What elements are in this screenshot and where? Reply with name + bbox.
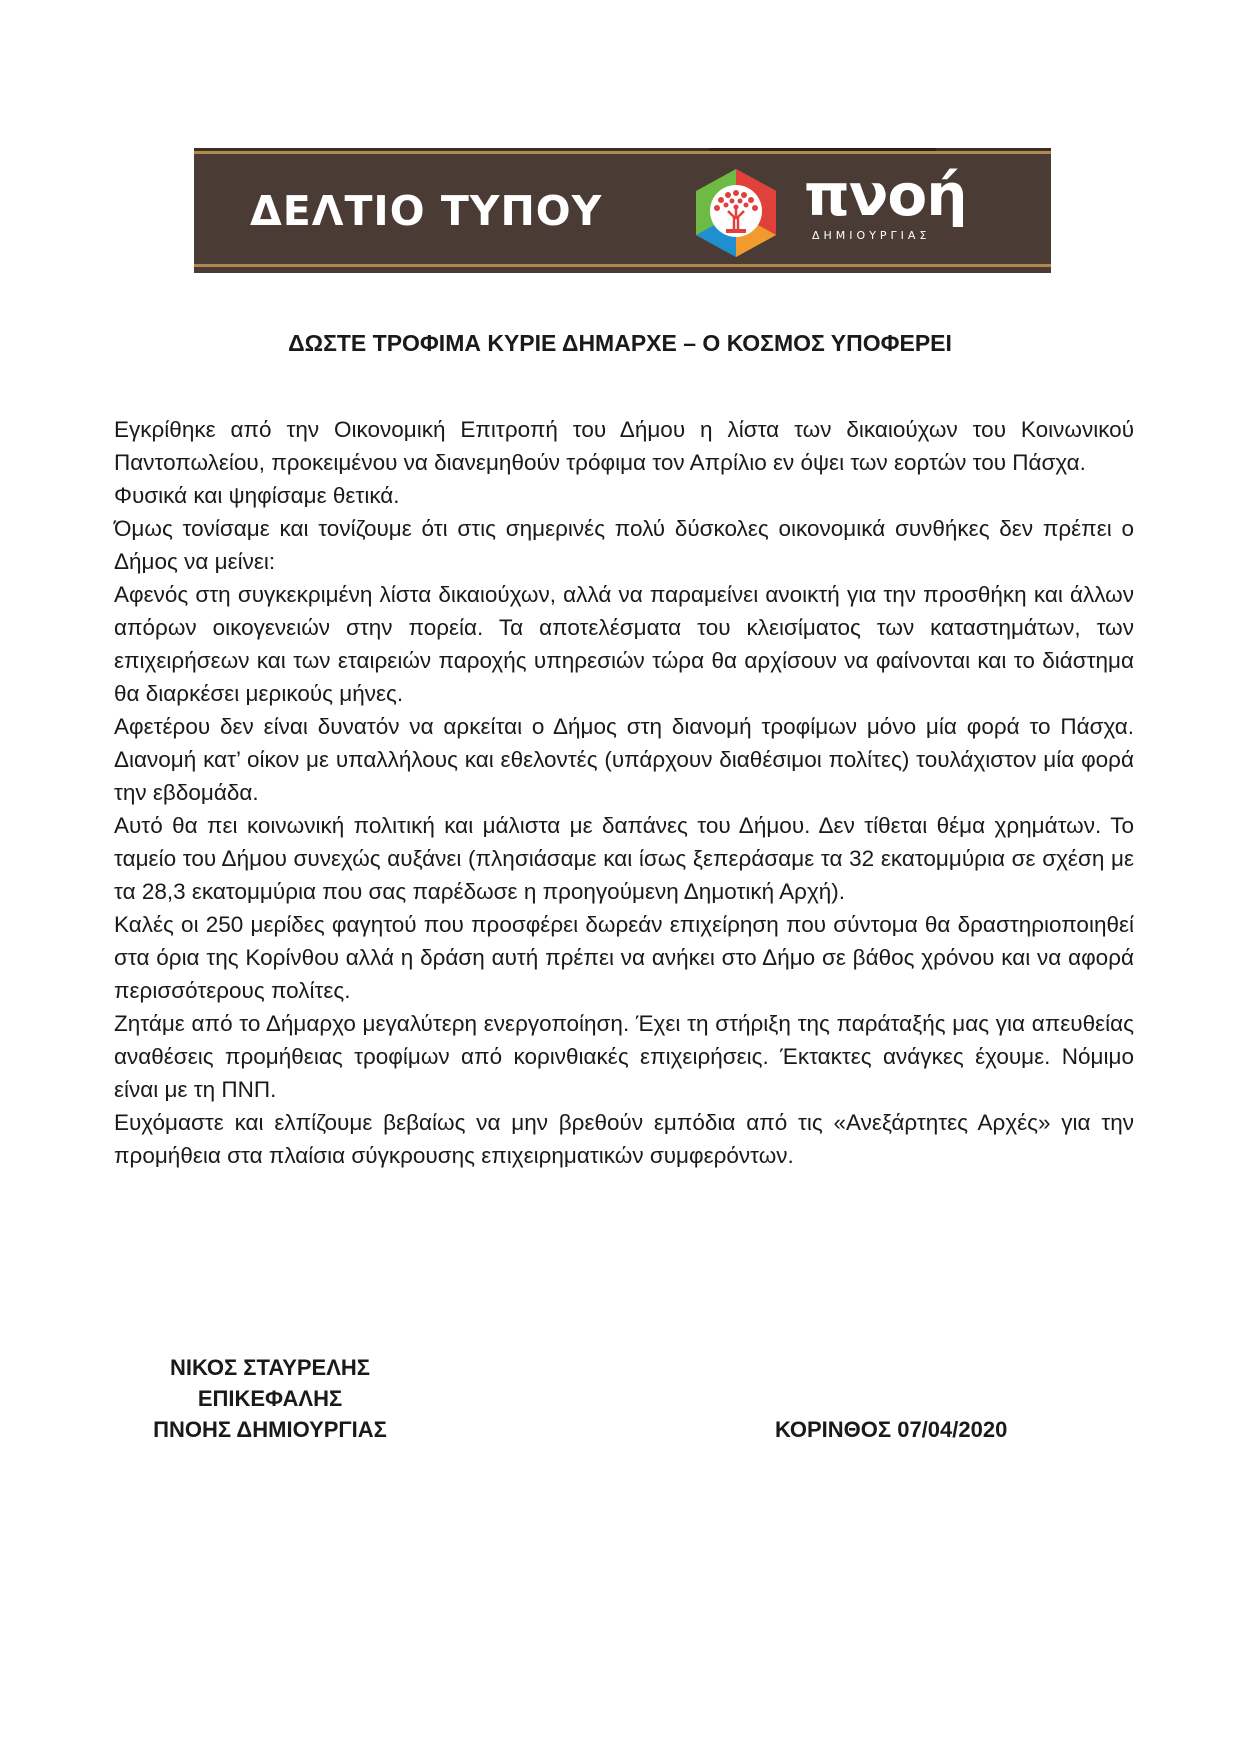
paragraph: Αυτό θα πει κοινωνική πολιτική και μάλιστα με δαπάνες του Δήμου. Δεν τίθεται θέμα χρημάτων. Το ταμείο του Δήμου συνεχώς αυξάνει (πλησιάσαμε και ίσως ξεπεράσαμε τα 32 εκατομμύρια σε σχέση με τα 28,3 εκατομμύρια που σας παρέδωσε η προηγούμενη Δημοτική Αρχή). <box>114 813 1134 904</box>
signatory-organization: ΠΝΟΗΣ ΔΗΜΙΟΥΡΓΙΑΣ <box>153 1417 387 1442</box>
logo-wordmark: πνοή <box>804 161 967 229</box>
press-release-body <box>114 413 1134 1172</box>
page-title: ΔΩΣΤΕ ΤΡΟΦΙΜΑ ΚΥΡΙΕ ΔΗΜΑΡΧΕ – Ο ΚΟΣΜΟΣ ΥΠΟΦΕΡΕΙ <box>288 330 952 356</box>
paragraph: Εγκρίθηκε από την Οικονομική Επιτροπή του Δήμου η λίστα των δικαιούχων του Κοινωνικού Παντοπωλείου, προκειμένου να διανεμηθούν τρόφιμα τον Απρίλιο εν όψει των εορτών του Πάσχα. <box>114 417 1134 475</box>
paragraph: Καλές οι 250 μερίδες φαγητού που προσφέρει δωρεάν επιχείρηση που σύντομα θα δραστηριοποιηθεί στα όρια της Κορίνθου αλλά η δράση αυτή πρέπει να ανήκει στο Δήμο σε βάθος χρόνου και να αφορά περισσότερους πολίτες. <box>114 912 1134 1003</box>
banner-notch <box>709 148 936 151</box>
banner-top-rule <box>194 151 1051 154</box>
logo-subtitle: ΔΗΜΙΟΥΡΓΙΑΣ <box>812 229 931 242</box>
signature-block <box>134 1352 406 1445</box>
paragraph: Αφετέρου δεν είναι δυνατόν να αρκείται ο Δήμος στη διανομή τροφίμων μόνο μία φορά το Πάσχα. Διανομή κατ’ οίκον με υπαλλήλους και εθελοντές (υπάρχουν διαθέσιμοι πολίτες) τουλάχιστον μία φορά την εβδομάδα. <box>114 714 1134 805</box>
party-logo-icon <box>690 167 782 259</box>
paragraph: Ζητάμε από το Δήμαρχο μεγαλύτερη ενεργοποίηση. Έχει τη στήριξη της παράταξής μας για απευθείας αναθέσεις προμήθειας τροφίμων από κορινθιακές επιχειρήσεις. Έκτακτες ανάγκες έχουμε. Νόμιμο είναι με τη ΠΝΠ. <box>114 1011 1134 1102</box>
banner-bottom-rule <box>194 264 1051 267</box>
banner-title: ΔΕΛΤΙΟ ΤΥΠΟΥ <box>250 187 603 235</box>
paragraph: Αφενός στη συγκεκριμένη λίστα δικαιούχων, αλλά να παραμείνει ανοικτή για την προσθήκη και άλλων απόρων οικογενειών στην πορεία. Τα αποτελέσματα του κλεισίματος των καταστημάτων, των επιχειρήσεων και των εταιρειών παροχής υπηρεσιών τώρα θα αρχίσουν να φαίνονται και το διάστημα θα διαρκέσει μερικούς μήνες. <box>114 582 1134 706</box>
signatory-role: ΕΠΙΚΕΦΑΛΗΣ <box>197 1386 343 1411</box>
press-release-banner <box>194 148 1051 273</box>
paragraph: Όμως τονίσαμε και τονίζουμε ότι στις σημερινές πολύ δύσκολες οικονομικά συνθήκες δεν πρέπει ο Δήμος να μείνει: <box>114 516 1134 574</box>
place-and-date: ΚΟΡΙΝΘΟΣ 07/04/2020 <box>775 1417 1008 1442</box>
paragraph: Φυσικά και ψηφίσαμε θετικά. <box>114 483 400 508</box>
paragraph: Ευχόμαστε και ελπίζουμε βεβαίως να μην βρεθούν εμπόδια από τις «Ανεξάρτητες Αρχές» για την προμήθεια στα πλαίσια σύγκρουσης επιχειρηματικών συμφερόντων. <box>114 1110 1134 1168</box>
signatory-name: ΝΙΚΟΣ ΣΤΑΥΡΕΛΗΣ <box>170 1355 370 1380</box>
